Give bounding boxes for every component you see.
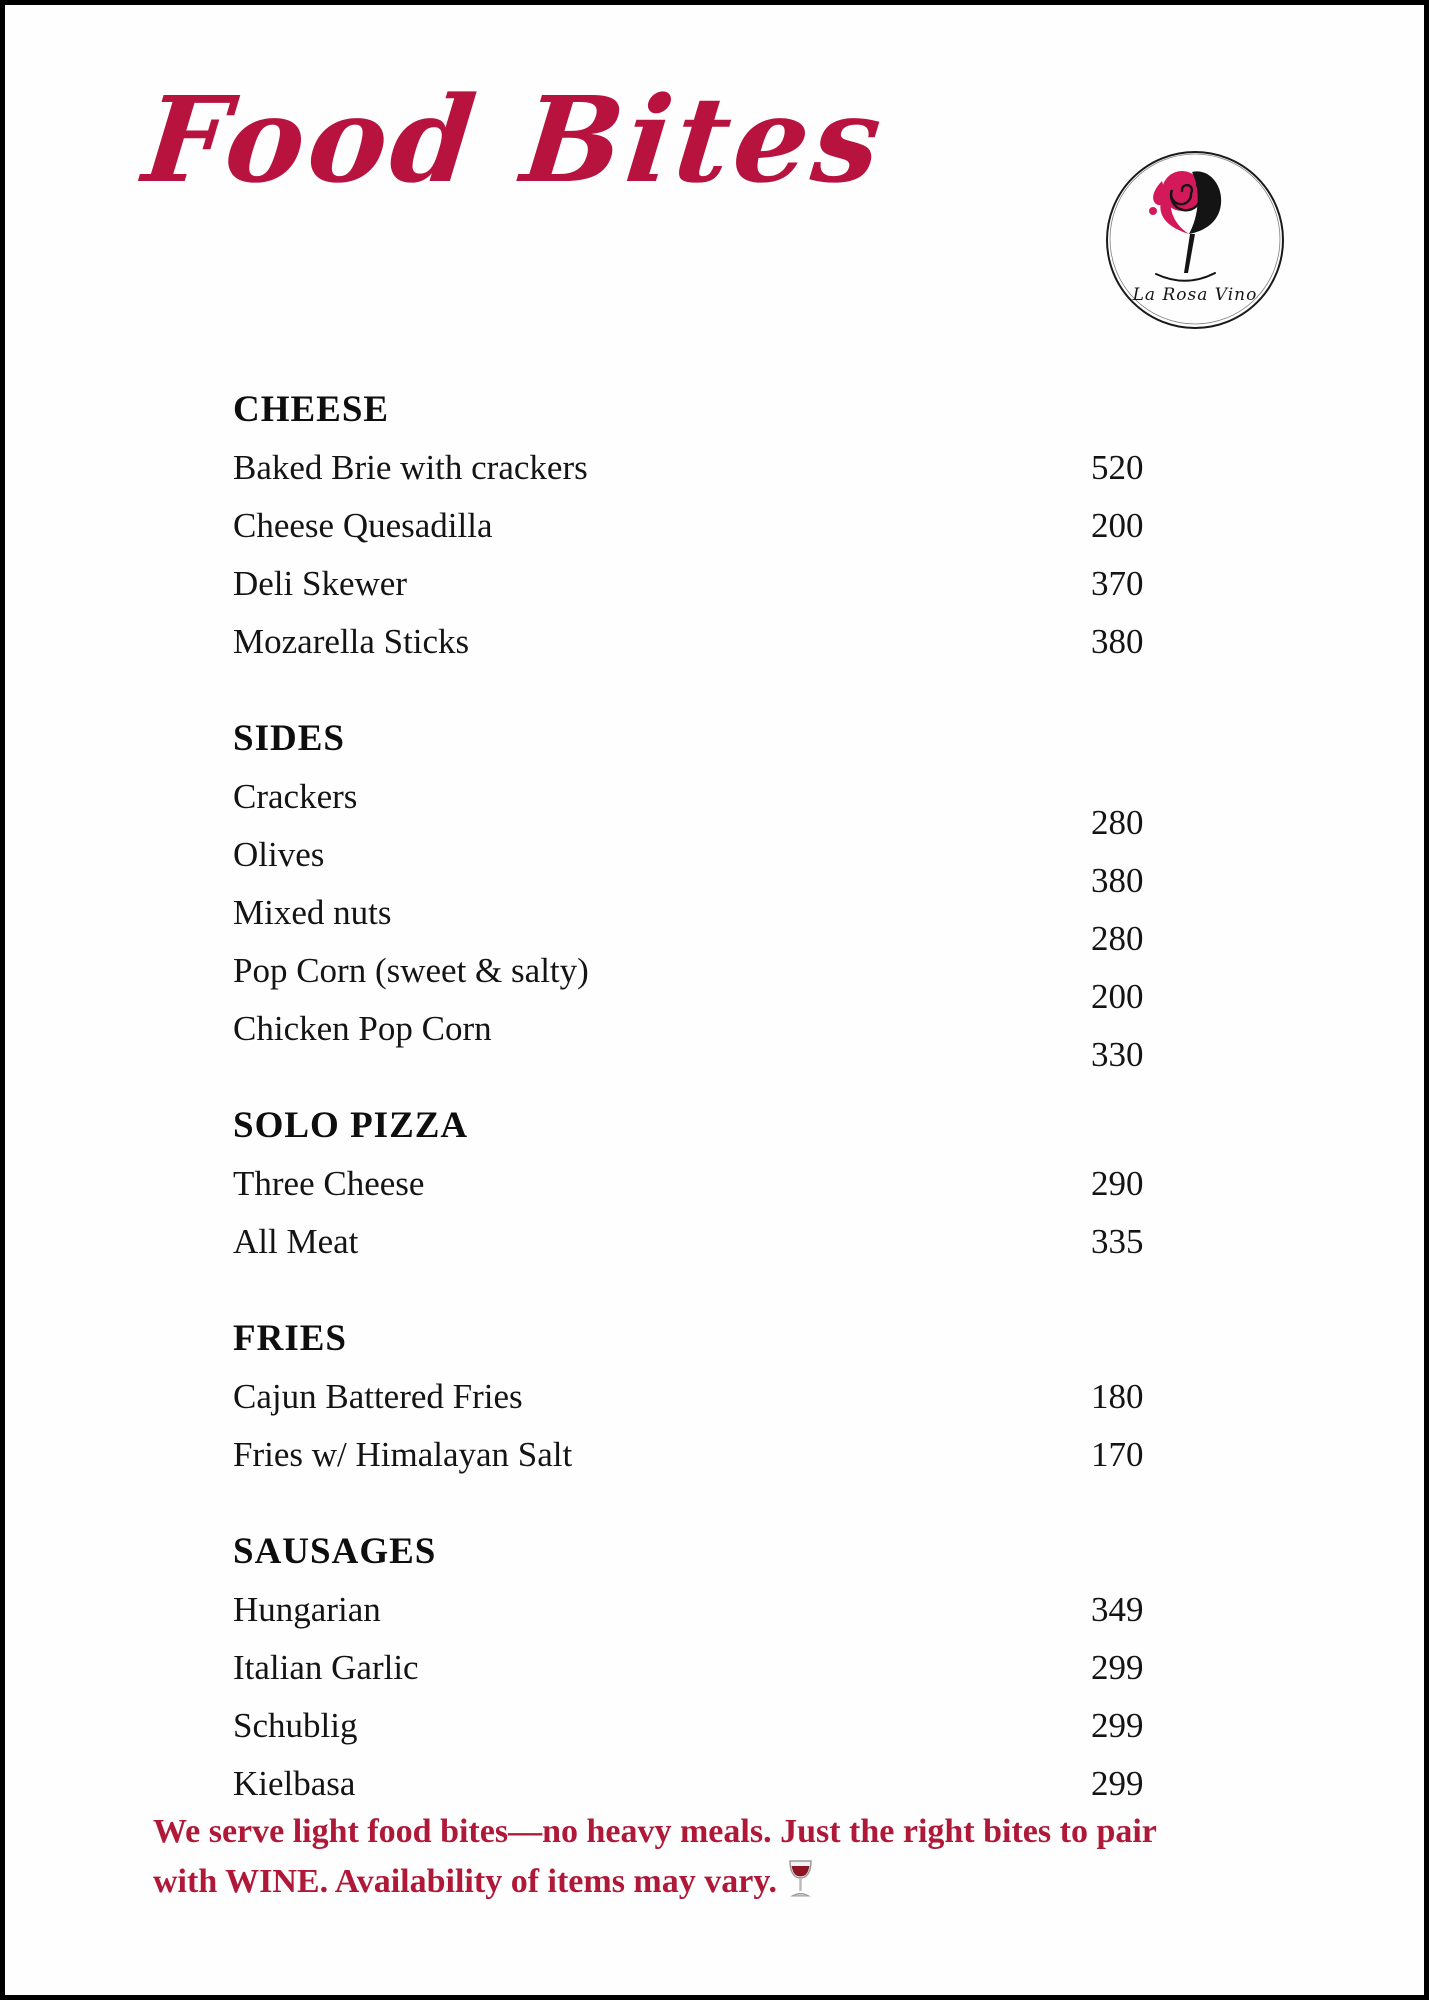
item-name: Pop Corn (sweet & salty) bbox=[233, 951, 589, 990]
item-name: Baked Brie with crackers bbox=[233, 448, 588, 487]
menu-item-row bbox=[233, 1697, 1163, 1755]
item-name: Italian Garlic bbox=[233, 1648, 419, 1687]
item-price: 299 bbox=[1091, 1648, 1144, 1687]
wine-glass-icon bbox=[787, 1860, 814, 1898]
menu-section bbox=[233, 1317, 1163, 1484]
item-name: Crackers bbox=[233, 777, 358, 816]
menu-item-row bbox=[233, 1155, 1163, 1213]
item-name: Cajun Battered Fries bbox=[233, 1377, 523, 1416]
item-name: Olives bbox=[233, 835, 325, 874]
item-name: Three Cheese bbox=[233, 1164, 425, 1203]
brand-logo bbox=[1102, 147, 1288, 333]
menu-section bbox=[233, 1530, 1163, 1813]
menu-section bbox=[233, 717, 1163, 1074]
item-name: All Meat bbox=[233, 1222, 359, 1261]
item-price: 290 bbox=[1091, 1164, 1144, 1203]
menu-item-row bbox=[233, 1426, 1163, 1484]
item-name: Hungarian bbox=[233, 1590, 381, 1629]
menu-item-row bbox=[233, 555, 1163, 613]
item-name: Cheese Quesadilla bbox=[233, 506, 493, 545]
item-price: 335 bbox=[1091, 1222, 1144, 1261]
section-title: SIDES bbox=[233, 718, 345, 759]
item-name: Kielbasa bbox=[233, 1764, 356, 1803]
item-name: Mixed nuts bbox=[233, 893, 392, 932]
menu-sections bbox=[233, 388, 1163, 1859]
menu-item-row bbox=[233, 1581, 1163, 1639]
menu-item-row bbox=[233, 613, 1163, 671]
item-price: 299 bbox=[1091, 1764, 1144, 1803]
item-price: 280 bbox=[1091, 919, 1144, 958]
note-line2: with WINE. Availability of items may vary. bbox=[153, 1863, 777, 1900]
menu-section bbox=[233, 1104, 1163, 1271]
note-line1: We serve light food bites—no heavy meals. Just the right bites to pair bbox=[153, 1813, 1157, 1850]
menu-item-row bbox=[233, 1368, 1163, 1426]
menu-item-row bbox=[233, 1755, 1163, 1813]
section-title: SAUSAGES bbox=[233, 1531, 437, 1572]
menu-item-row bbox=[233, 884, 1163, 958]
item-price: 380 bbox=[1091, 622, 1144, 661]
page-title: Food Bites bbox=[137, 70, 892, 209]
item-price: 370 bbox=[1091, 564, 1144, 603]
item-price: 170 bbox=[1091, 1435, 1144, 1474]
menu-item-row bbox=[233, 826, 1163, 900]
menu-item-row bbox=[233, 1213, 1163, 1271]
item-price: 349 bbox=[1091, 1590, 1144, 1629]
menu-item-row bbox=[233, 1639, 1163, 1697]
item-name: Schublig bbox=[233, 1706, 358, 1745]
rose-wine-glass-icon bbox=[1102, 147, 1288, 333]
item-name: Fries w/ Himalayan Salt bbox=[233, 1435, 573, 1474]
item-name: Chicken Pop Corn bbox=[233, 1009, 492, 1048]
section-title: FRIES bbox=[233, 1318, 347, 1359]
menu-item-row bbox=[233, 439, 1163, 497]
menu-section bbox=[233, 388, 1163, 671]
menu-item-row bbox=[233, 768, 1163, 842]
section-title: SOLO PIZZA bbox=[233, 1105, 469, 1146]
item-price: 180 bbox=[1091, 1377, 1144, 1416]
brand-name: La Rosa Vino bbox=[1132, 285, 1258, 305]
menu-item-row bbox=[233, 942, 1163, 1016]
section-title: CHEESE bbox=[233, 389, 390, 430]
item-price: 380 bbox=[1091, 861, 1144, 900]
item-name: Mozarella Sticks bbox=[233, 622, 470, 661]
item-price: 299 bbox=[1091, 1706, 1144, 1745]
item-price: 200 bbox=[1091, 977, 1144, 1016]
menu-item-row bbox=[233, 1000, 1163, 1074]
item-price: 280 bbox=[1091, 803, 1144, 842]
footer-note bbox=[153, 1807, 1393, 1907]
item-name: Deli Skewer bbox=[233, 564, 407, 603]
item-price: 330 bbox=[1091, 1035, 1144, 1074]
item-price: 200 bbox=[1091, 506, 1144, 545]
menu-item-row bbox=[233, 497, 1163, 555]
item-price: 520 bbox=[1091, 448, 1144, 487]
